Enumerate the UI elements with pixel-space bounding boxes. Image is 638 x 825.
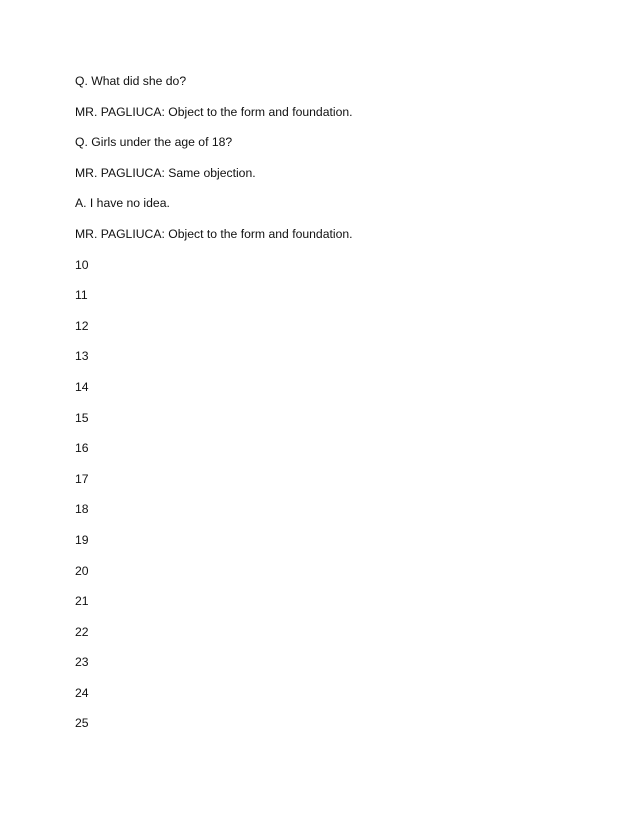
transcript-line: A. I have no idea. [75,196,170,211]
line-number: 24 [75,685,89,700]
transcript-line: MR. PAGLIUCA: Object to the form and foundation. [75,104,353,119]
transcript-line: Q. What did she do? [75,74,187,88]
transcript-line: MR. PAGLIUCA: Object to the form and foundation. [75,226,353,241]
transcript-lines [75,73,353,746]
line-number: 20 [75,563,89,578]
transcript-line: Q. Girls under the age of 18? [75,135,233,150]
line-number: 21 [75,594,89,609]
line-number: 14 [75,379,89,394]
line-number: 19 [75,532,89,547]
line-number: 18 [75,502,89,517]
line-number: 23 [75,655,89,670]
line-number: 25 [75,716,89,731]
transcript-line: MR. PAGLIUCA: Same objection. [75,165,256,180]
line-number: 10 [75,257,89,272]
line-number: 15 [75,410,89,425]
line-number: 13 [75,349,89,364]
line-number: 17 [75,471,89,486]
line-number: 12 [75,318,89,333]
line-number: 11 [75,288,88,303]
line-number: 22 [75,624,89,639]
line-number: 16 [75,441,89,456]
